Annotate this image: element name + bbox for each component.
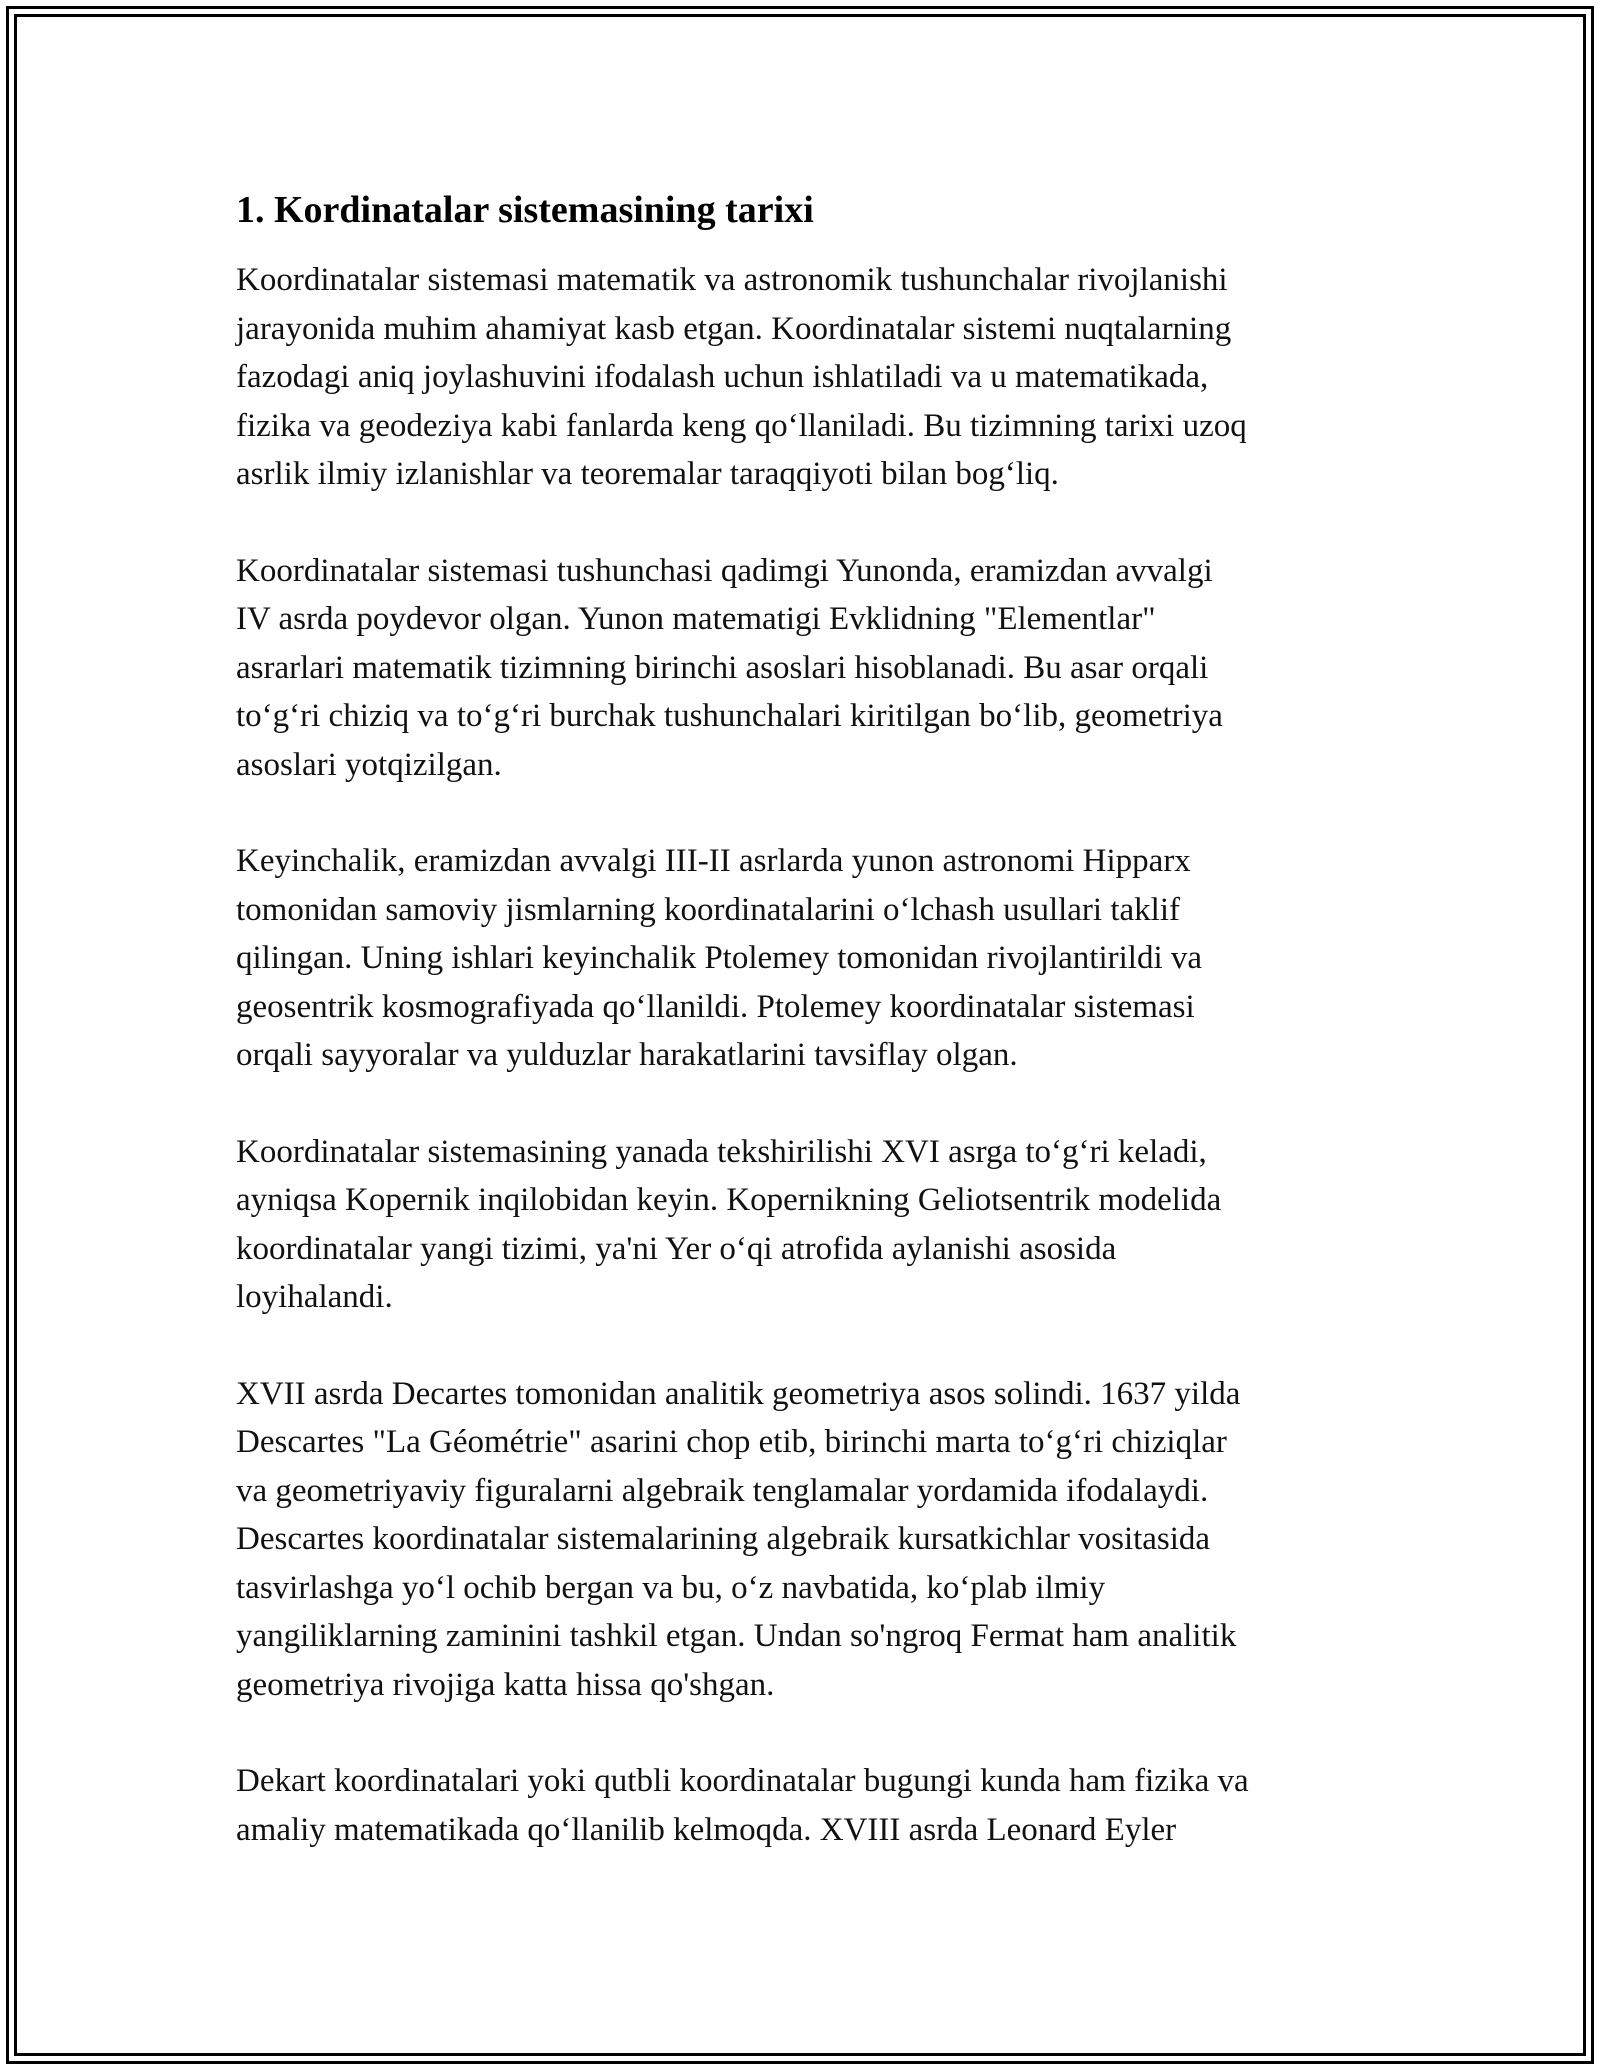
text-line: tasvirlashga yo‘l ochib bergan va bu, o‘z navbatida, ko‘plab ilmiy bbox=[236, 1569, 1106, 1606]
text-line: jarayonida muhim ahamiyat kasb etgan. Koordinatalar sistemi nuqtalarning bbox=[236, 310, 1232, 347]
paragraph-ancient-greece bbox=[236, 547, 1366, 790]
text-line: geometriya rivojiga katta hissa qo'shgan. bbox=[236, 1666, 775, 1703]
text-line: fazodagi aniq joylashuvini ifodalash uchun ishlatiladi va u matematikada, bbox=[236, 359, 1209, 395]
text-line: yangiliklarning zaminini tashkil etgan. Undan so'ngroq Fermat ham analitik bbox=[236, 1618, 1237, 1654]
paragraph-intro bbox=[236, 256, 1366, 499]
text-line: koordinatalar yangi tizimi, ya'ni Yer o‘qi atrofida aylanishi asosida bbox=[236, 1230, 1117, 1267]
document-body bbox=[236, 186, 1366, 1902]
text-line: Descartes koordinatalar sistemalarining algebraik kursatkichlar vositasida bbox=[236, 1521, 1211, 1557]
text-line: va geometriyaviy figuralarni algebraik tenglamalar yordamida ifodalaydi. bbox=[236, 1472, 1209, 1509]
text-line: Dekart koordinatalari yoki qutbli koordinatalar bugungi kunda ham fizika va bbox=[236, 1763, 1249, 1799]
text-line: Koordinatalar sistemasi matematik va astronomik tushunchalar rivojlanishi bbox=[236, 262, 1228, 298]
text-line: IV asrda poydevor olgan. Yunon matematigi Evklidning "Elementlar" bbox=[236, 601, 1156, 637]
paragraph-copernicus bbox=[236, 1128, 1366, 1322]
paragraph-descartes bbox=[236, 1370, 1366, 1710]
paragraph-hipparchus bbox=[236, 837, 1366, 1080]
text-line: qilingan. Uning ishlari keyinchalik Ptolemey tomonidan rivojlantirildi va bbox=[236, 940, 1203, 976]
text-line: Descartes "La Géométrie" asarini chop etib, birinchi marta to‘g‘ri chiziqlar bbox=[236, 1424, 1227, 1460]
text-line: Koordinatalar sistemasining yanada tekshirilishi XVI asrga to‘g‘ri keladi, bbox=[236, 1133, 1207, 1170]
text-line: XVII asrda Decartes tomonidan analitik geometriya asos solindi. 1637 yilda bbox=[236, 1375, 1241, 1412]
text-line: to‘g‘ri chiziq va to‘g‘ri burchak tushunchalari kiritilgan bo‘lib, geometriya bbox=[236, 698, 1223, 734]
text-line: fizika va geodeziya kabi fanlarda keng qo‘llaniladi. Bu tizimning tarixi uzoq bbox=[236, 407, 1247, 444]
text-line: asrarlari matematik tizimning birinchi asoslari hisoblanadi. Bu asar orqali bbox=[236, 649, 1209, 686]
text-line: amaliy matematikada qo‘llanilib kelmoqda. XVIII asrda Leonard Eyler bbox=[236, 1811, 1177, 1848]
paragraph-modern bbox=[236, 1757, 1366, 1854]
text-line: ayniqsa Kopernik inqilobidan keyin. Kopernikning Geliotsentrik modelida bbox=[236, 1182, 1222, 1218]
text-line: orqali sayyoralar va yulduzlar harakatlarini tavsiflay olgan. bbox=[236, 1037, 1018, 1073]
text-line: asoslari yotqizilgan. bbox=[236, 746, 502, 783]
text-line: tomonidan samoviy jismlarning koordinatalarini o‘lchash usullari taklif bbox=[236, 891, 1180, 928]
text-line: geosentrik kosmografiyada qo‘llanildi. Ptolemey koordinatalar sistemasi bbox=[236, 988, 1195, 1025]
text-line: Keyinchalik, eramizdan avvalgi III-II asrlarda yunon astronomi Hipparx bbox=[236, 843, 1191, 879]
section-heading: 1. Kordinatalar sistemasining tarixi bbox=[236, 189, 814, 231]
text-line: asrlik ilmiy izlanishlar va teoremalar taraqqiyoti bilan bog‘liq. bbox=[236, 456, 1059, 492]
text-line: loyihalandi. bbox=[236, 1279, 393, 1315]
text-line: Koordinatalar sistemasi tushunchasi qadimgi Yunonda, eramizdan avvalgi bbox=[236, 552, 1213, 589]
